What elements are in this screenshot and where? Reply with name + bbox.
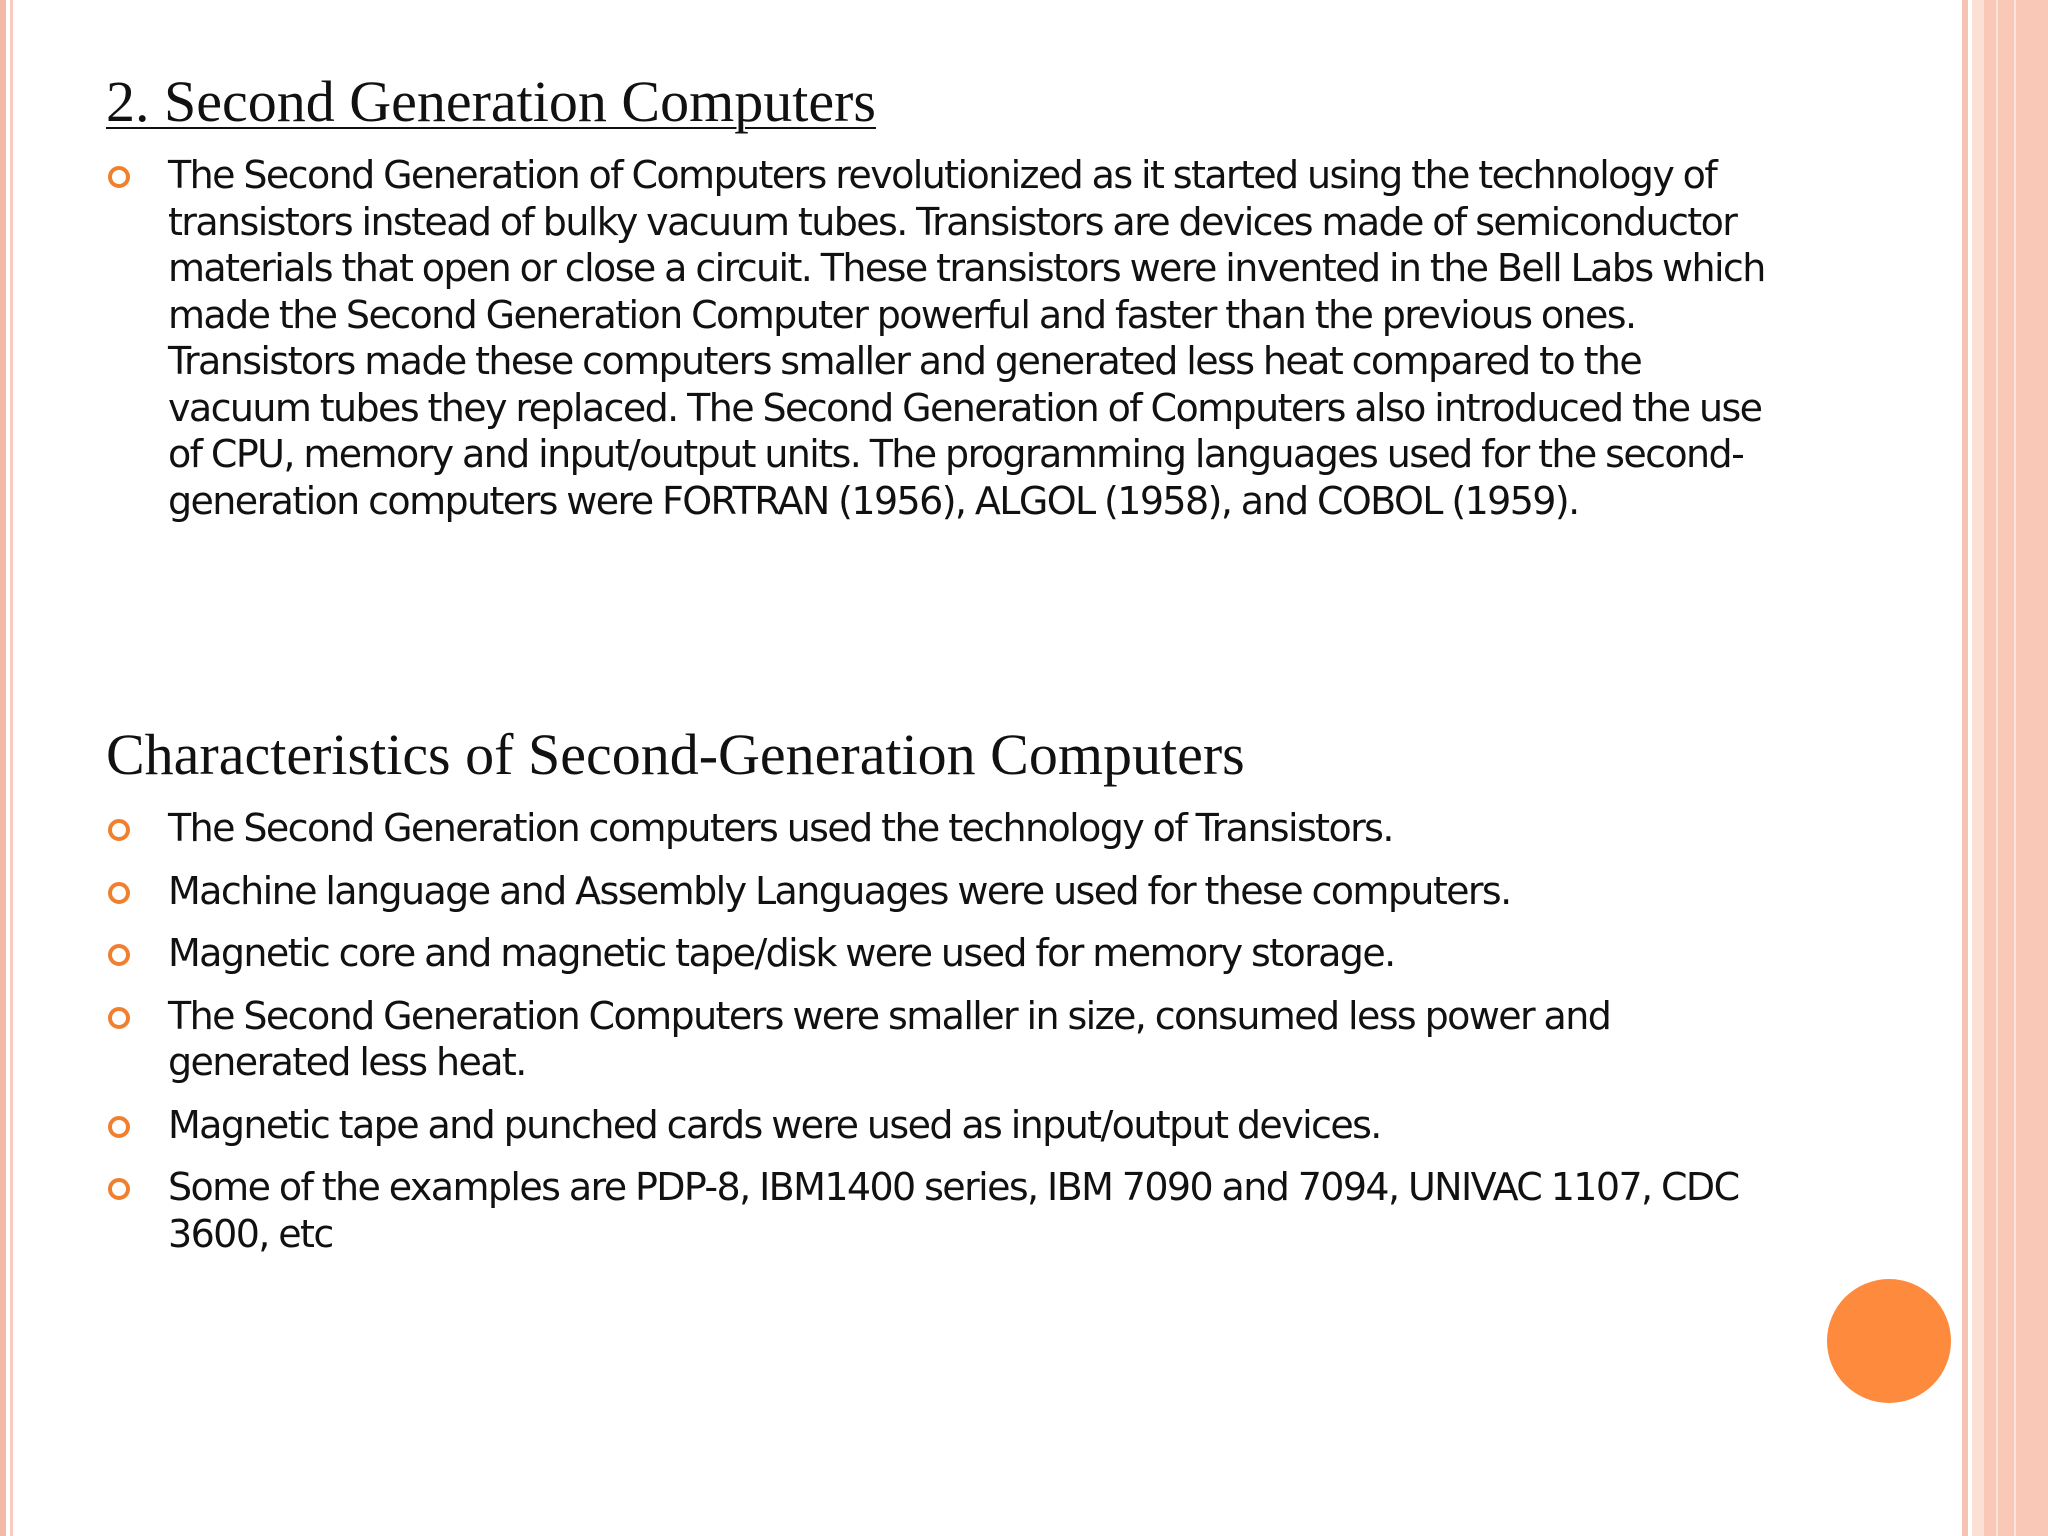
intro-paragraph — [106, 152, 1766, 524]
list-item — [106, 868, 1766, 915]
ring-bullet-icon — [108, 1178, 130, 1200]
right-border-stripe — [1962, 0, 1968, 1536]
left-border-stripe — [0, 0, 6, 1536]
slide-title: 2. Second Generation Computers — [106, 69, 876, 134]
intro-text: The Second Generation of Computers revolutionized as it started using the technology of transistors instead of bulky vacuum tubes. Transistors are devices made of semiconductor materials that open or close a circuit. These transistors were invented in the Bell Labs which made the Second Generation Computer powerful and faster than the previous ones. Transistors made these computers smaller and generated less heat compared to the vacuum tubes they replaced. The Second Generation of Computers also introduced the use of CPU, memory and input/output units. The programming languages used for the second-generation computers were FORTRAN (1956), ALGOL (1958), and COBOL (1959). — [168, 153, 1765, 523]
list-item-text: The Second Generation computers used the technology of Transistors. — [168, 806, 1393, 850]
right-border-stripe-light — [1972, 0, 1984, 1536]
characteristics-list — [106, 805, 1766, 1273]
ring-bullet-icon — [108, 944, 130, 966]
list-item-text: Some of the examples are PDP-8, IBM1400 series, IBM 7090 and 7094, UNIVAC 1107, CDC 3600, etc — [168, 1165, 1739, 1256]
intro-list — [106, 152, 1766, 524]
list-item — [106, 993, 1766, 1086]
orange-circle-icon — [1827, 1279, 1951, 1403]
list-item-text: The Second Generation Computers were smaller in size, consumed less power and generated less heat. — [168, 993, 1611, 1084]
ring-bullet-icon — [108, 882, 130, 904]
right-border-line — [1996, 0, 1998, 1536]
ring-bullet-icon — [108, 1007, 130, 1029]
list-item — [106, 1164, 1766, 1257]
left-border-stripe-inner — [10, 0, 13, 1536]
list-item-text: Machine language and Assembly Languages were used for these computers. — [168, 868, 1511, 913]
right-border-line — [2014, 0, 2016, 1536]
ring-bullet-icon — [108, 819, 130, 841]
list-item-text: Magnetic tape and punched cards were used as input/output devices. — [168, 1102, 1381, 1147]
list-item — [106, 1102, 1766, 1149]
list-item-text: Magnetic core and magnetic tape/disk were used for memory storage. — [168, 931, 1395, 975]
ring-bullet-icon — [108, 1116, 130, 1138]
list-item — [106, 930, 1766, 977]
characteristics-heading: Characteristics of Second-Generation Computers — [106, 722, 1245, 787]
right-border-band — [1984, 0, 2048, 1536]
ring-bullet-icon — [108, 166, 130, 188]
list-item — [106, 805, 1766, 852]
